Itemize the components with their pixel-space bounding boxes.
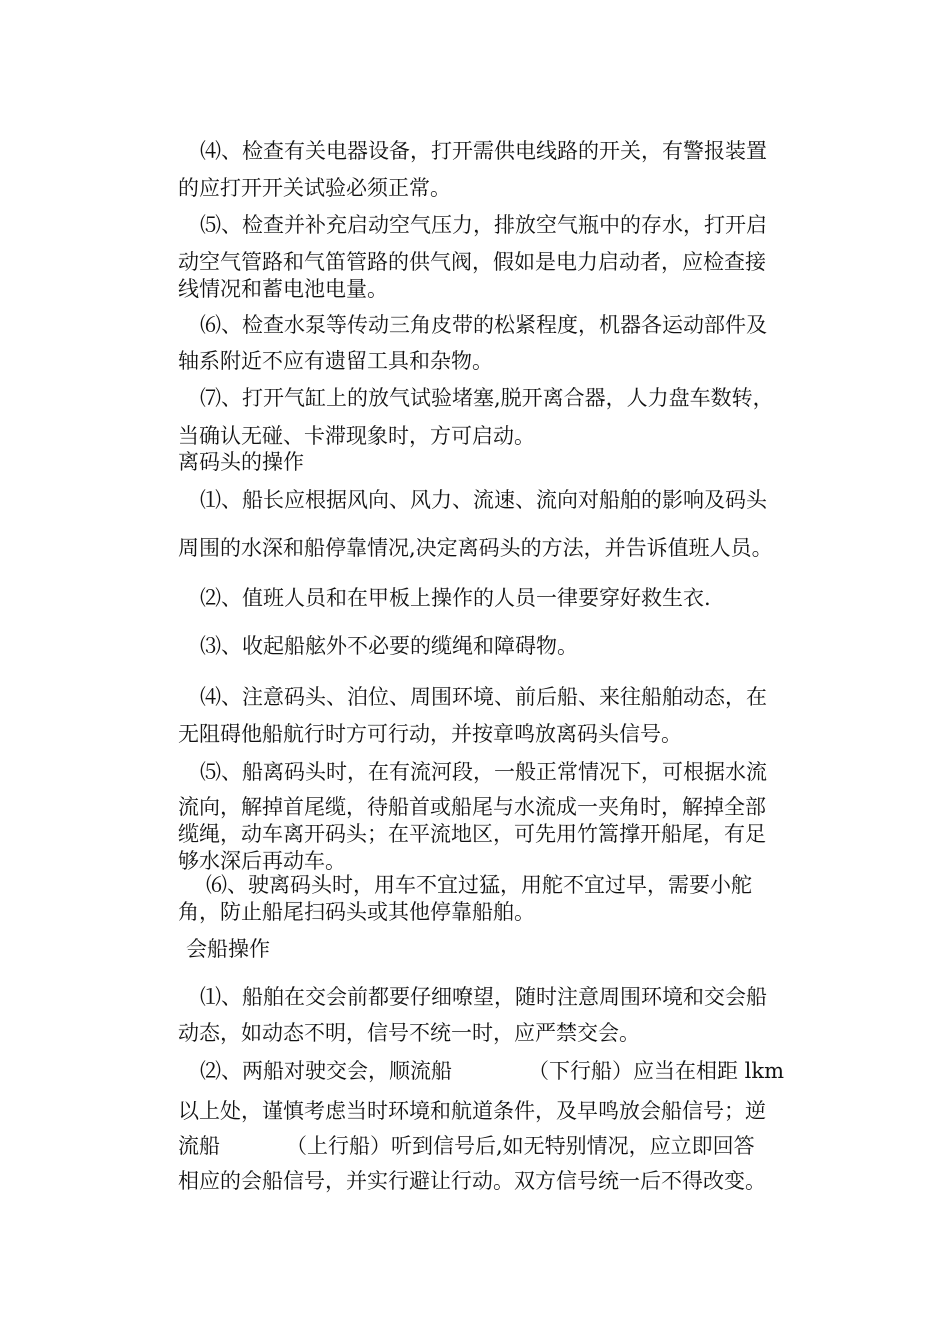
depart-item5-line1: ⑸、船离码头时，在有流河段，一般正常情况下，可根据水流: [200, 760, 767, 784]
depart-item4-line1: ⑷、注意码头、泊位、周围环境、前后船、来往船舶动态，在: [200, 685, 767, 709]
depart-item1-line1: ⑴、船长应根据风向、风力、流速、流向对船舶的影响及码头: [200, 488, 767, 512]
meet-item2-line3-part1: 流船: [178, 1134, 220, 1158]
meet-item2-line1-part1: ⑵、两船对驶交会，顺流船: [200, 1059, 452, 1083]
meet-item2-line1-part2: （下行船）应当在相距 lkm: [528, 1059, 785, 1083]
meet-item2-line3: [178, 1133, 755, 1159]
depart-item2-line1: ⑵、值班人员和在甲板上操作的人员一律要穿好救生衣.: [200, 586, 711, 610]
prep-item5-line1: ⑸、检查并补充启动空气压力，排放空气瓶中的存水，打开启: [200, 213, 767, 237]
meet-item1-line1: ⑴、船舶在交会前都要仔细嘹望，随时注意周围环境和交会船: [200, 985, 767, 1009]
depart-item6-line1: ⑹、驶离码头时，用车不宜过猛，用舵不宜过早，需要小舵: [206, 873, 752, 897]
depart-item3-line1: ⑶、收起船舷外不必要的缆绳和障碍物。: [200, 634, 578, 658]
depart-item5-line4: 够水深后再动车。: [178, 849, 346, 873]
meet-item2-line1: [200, 1058, 784, 1084]
prep-item4-line2: 的应打开开关试验必须正常。: [178, 176, 451, 200]
meet-section-title: 会船操作: [186, 937, 270, 961]
meet-item2-line2: 以上处，谨慎考虑当时环境和航道条件，及早鸣放会船信号；逆: [178, 1099, 766, 1123]
prep-item6-line2: 轴系附近不应有遗留工具和杂物。: [178, 349, 493, 373]
depart-section-title: 离码头的操作: [178, 450, 304, 474]
depart-item1-line2: 周围的水深和船停靠情况,决定离码头的方法，并告诉值班人员。: [178, 536, 773, 560]
depart-item5-line2: 流向，解掉首尾缆，待船首或船尾与水流成一夹角时，解掉全部: [178, 795, 766, 819]
meet-item2-line3-part2: （上行船）听到信号后,如无特别情况，应立即回答: [286, 1134, 755, 1158]
depart-item6-line2: 角，防止船尾扫码头或其他停靠船舶。: [178, 900, 535, 924]
depart-item5-line3: 缆绳，动车离开码头；在平流地区，可先用竹篙撑开船尾，有足: [178, 822, 766, 846]
prep-item5-line2: 动空气管路和气笛管路的供气阀，假如是电力启动者，应检查接: [178, 250, 766, 274]
depart-item4-line2: 无阻碍他船航行时方可行动，并按章鸣放离码头信号。: [178, 722, 682, 746]
meet-item2-line4: 相应的会船信号，并实行避让行动。双方信号统一后不得改变。: [178, 1169, 766, 1193]
prep-item4-line1: ⑷、检查有关电器设备，打开需供电线路的开关，有警报装置: [200, 139, 767, 163]
prep-item7-line2: 当确认无碰、卡滞现象时，方可启动。: [178, 424, 535, 448]
prep-item7-line1: ⑺、打开气缸上的放气试验堵塞,脱开离合器，人力盘车数转，: [200, 386, 774, 410]
prep-item6-line1: ⑹、检查水泵等传动三角皮带的松紧程度，机器各运动部件及: [200, 313, 767, 337]
meet-item1-line2: 动态，如动态不明，信号不统一时，应严禁交会。: [178, 1021, 640, 1045]
prep-item5-line3: 线情况和蓄电池电量。: [178, 277, 388, 301]
